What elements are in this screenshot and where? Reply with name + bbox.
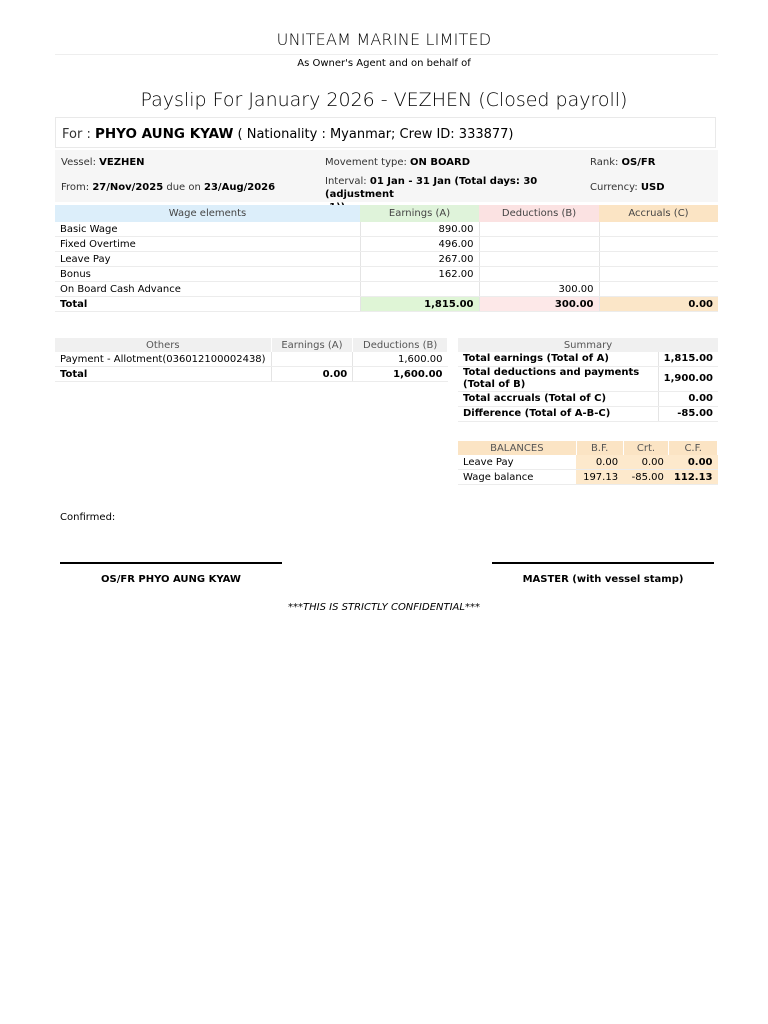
summary-value: 1,900.00 [658,367,718,392]
summary-value: -85.00 [658,407,718,422]
others-deductions: 1,600.00 [353,352,448,367]
balance-bf: 197.13 [576,470,623,485]
movement-value: ON BOARD [410,157,470,168]
table-row [55,252,718,267]
table-row [458,470,718,485]
bf-header: B.F. [576,441,623,455]
wage-total-label: Total [55,297,360,312]
balances-header: BALANCES [458,441,576,455]
wage-deductions [479,267,599,282]
others-table-header [55,338,448,352]
wage-earnings: 890.00 [360,222,479,237]
agent-line: As Owner's Agent and on behalf of [297,58,471,69]
for-label: For : [62,127,91,142]
confidential-notice: ***THIS IS STRICTLY CONFIDENTIAL*** [288,602,480,613]
others-earnings [271,352,353,367]
movement-label: Movement type: [325,157,407,168]
balance-crt: 0.00 [623,455,669,470]
earnings-header: Earnings (A) [360,205,479,222]
currency-value: USD [640,182,665,193]
rank-info [590,156,655,169]
others-total-deductions: 1,600.00 [353,367,448,382]
payslip-title: Payslip For January 2026 - VEZHEN (Closed payroll) [140,89,628,111]
vessel-value: VEZHEN [99,157,145,168]
crew-name: PHYO AUNG KYAW [94,126,234,142]
header-divider [55,54,718,55]
table-row [55,282,718,297]
wage-accruals [599,252,718,267]
table-row [55,222,718,237]
signature-name-right: MASTER (with vessel stamp) [522,574,684,585]
cf-header: C.F. [669,441,718,455]
summary-table-header [458,338,718,352]
balances-table [458,441,718,485]
table-row [55,267,718,282]
wage-earnings [360,282,479,297]
wage-label: Bonus [55,267,360,282]
wage-deductions [479,252,599,267]
table-row [458,352,718,367]
balance-crt: -85.00 [623,470,669,485]
due-label: due on [166,182,201,193]
crt-header: Crt. [623,441,669,455]
balance-label: Leave Pay [458,455,576,470]
from-date: 27/Nov/2025 [92,182,164,193]
wage-total-earnings: 1,815.00 [360,297,479,312]
movement-info [325,156,470,169]
interval-label: Interval: [325,176,367,187]
wage-total-row [55,297,718,312]
others-table [55,338,448,382]
wage-deductions [479,222,599,237]
rank-label: Rank: [590,157,619,168]
vessel-info [61,156,145,169]
summary-label: Total accruals (Total of C) [458,392,658,407]
summary-header: Summary [458,338,718,352]
rank-value: OS/FR [621,157,656,168]
wage-total-deductions: 300.00 [479,297,599,312]
wage-label: On Board Cash Advance [55,282,360,297]
interval-line1: 01 Jan - 31 Jan (Total days: 30 (adjustment [325,176,538,200]
wage-elements-table [55,205,718,312]
summary-value: 0.00 [658,392,718,407]
summary-label: Difference (Total of A-B-C) [458,407,658,422]
wage-accruals [599,237,718,252]
table-row [55,237,718,252]
crew-header [55,117,716,148]
wage-accruals [599,267,718,282]
balance-cf: 112.13 [669,470,718,485]
table-row [458,407,718,422]
wage-earnings: 496.00 [360,237,479,252]
wage-label: Leave Pay [55,252,360,267]
wage-label: Basic Wage [55,222,360,237]
crew-details: ( Nationality : Myanmar; Crew ID: 333877) [237,127,514,142]
signature-line-left [60,562,282,564]
table-row [55,352,448,367]
balances-table-header [458,441,718,455]
others-total-earnings: 0.00 [271,367,353,382]
others-total-row [55,367,448,382]
summary-value: 1,815.00 [658,352,718,367]
from-label: From: [61,182,90,193]
wage-deductions: 300.00 [479,282,599,297]
deductions-header: Deductions (B) [479,205,599,222]
company-name: UNITEAM MARINE LIMITED [276,30,492,49]
vessel-label: Vessel: [61,157,96,168]
confirmed-label: Confirmed: [60,512,116,523]
voyage-info [55,150,718,202]
wage-earnings: 267.00 [360,252,479,267]
summary-table [458,338,718,422]
others-earnings-header: Earnings (A) [271,338,353,352]
others-header: Others [55,338,271,352]
balance-label: Wage balance [458,470,576,485]
balance-bf: 0.00 [576,455,623,470]
signature-name-left: OS/FR PHYO AUNG KYAW [101,574,241,585]
table-row [458,367,718,392]
table-row [458,392,718,407]
currency-label: Currency: [590,182,638,193]
table-row [458,455,718,470]
wage-earnings: 162.00 [360,267,479,282]
others-label: Payment - Allotment(036012100002438) [55,352,271,367]
wage-accruals [599,282,718,297]
signature-line-right [492,562,714,564]
others-deductions-header: Deductions (B) [353,338,448,352]
wage-table-header [55,205,718,222]
wage-elements-header: Wage elements [55,205,360,222]
balance-cf: 0.00 [669,455,718,470]
summary-label: Total earnings (Total of A) [458,352,658,367]
due-date: 23/Aug/2026 [204,182,276,193]
others-total-label: Total [55,367,271,382]
wage-label: Fixed Overtime [55,237,360,252]
period-info [61,181,275,194]
currency-info [590,181,665,194]
wage-deductions [479,237,599,252]
wage-total-accruals: 0.00 [599,297,718,312]
accruals-header: Accruals (C) [599,205,718,222]
summary-label: Total deductions and payments (Total of B) [458,367,658,392]
wage-accruals [599,222,718,237]
